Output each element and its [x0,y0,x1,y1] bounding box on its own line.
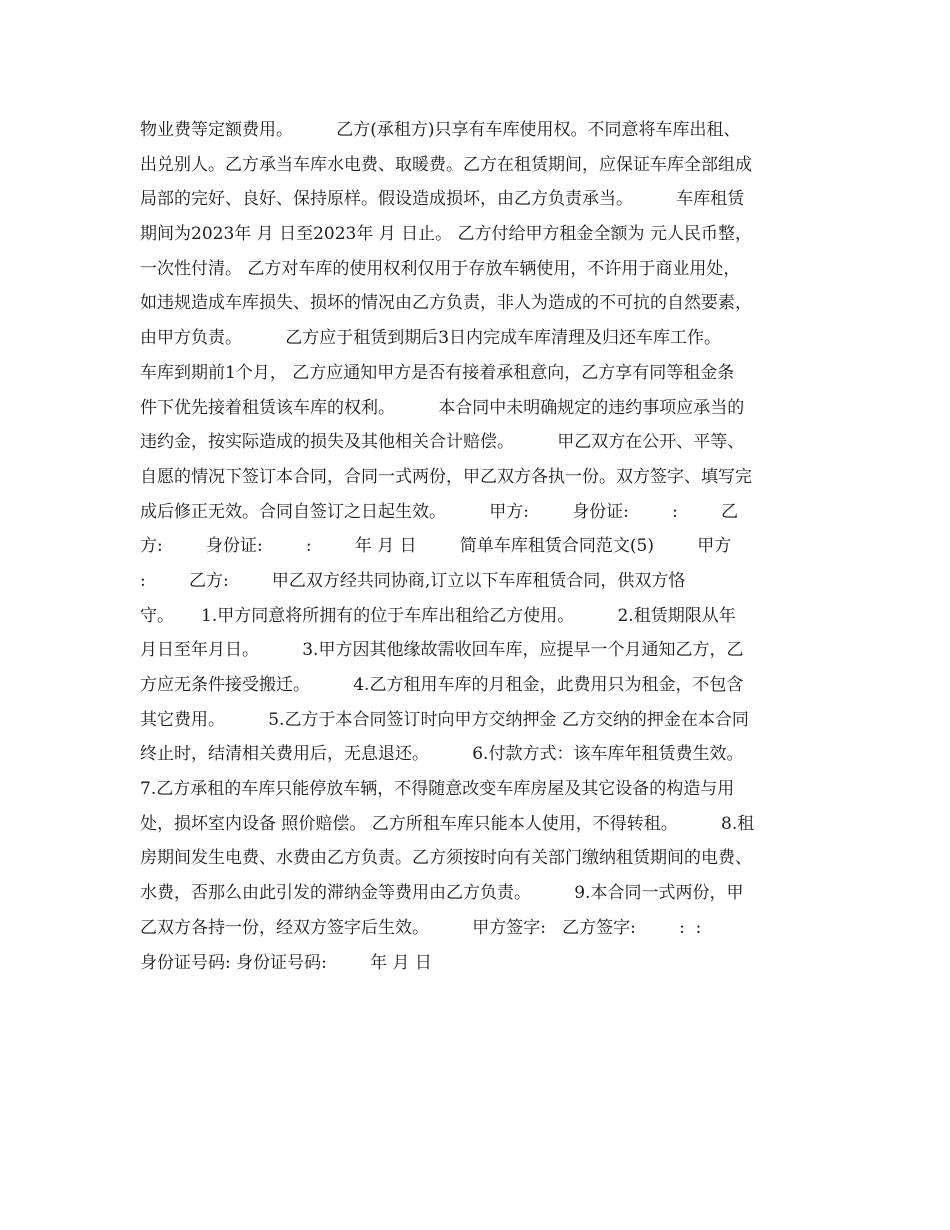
text-line: 方: 身份证: : 年 月 日 简单车库租赁合同范文(5) 甲方 [140,536,732,557]
text-line: 车库到期前1个月， 乙方应通知甲方是否有接着承租意向，乙方享有同等租金条 [140,362,735,383]
text-line: 出兑别人。乙方承当车库水电费、取暖费。乙方在租赁期间，应保证车库全部组成 [140,154,752,175]
text-line: 身份证号码: 身份证号码: 年 月 日 [140,952,432,973]
text-line: 局部的完好、良好、保持原样。假设造成损坏，由乙方负责承当。 车库租赁 [140,189,745,210]
text-line: 月日至年月日。 3.甲方因其他缘故需收回车库，应提早一个月通知乙方，乙 [140,640,744,661]
text-line: 违约金，按实际造成的损失及其他相关合计赔偿。 甲乙双方在公开、平等、 [140,432,745,453]
text-line: 如违规造成车库损失、损坏的情况由乙方负责，非人为造成的不可抗的自然要素， [140,293,752,314]
text-line: 7.乙方承租的车库只能停放车辆，不得随意改变车库房屋及其它设备的构造与用 [140,779,735,800]
text-line: 其它费用。 5.乙方于本合同签订时向甲方交纳押金 乙方交纳的押金在本合同 [140,709,749,730]
text-line: 自愿的情况下签订本合同，合同一式两份，甲乙双方各执一份。双方签字、填写完 [140,466,752,487]
text-line: 件下优先接着租赁该车库的权利。 本合同中未明确规定的违约事项应承当的 [140,397,745,418]
text-line: 处，损坏室内设备 照价赔偿。 乙方所租车库只能本人使用，不得转租。 8.租 [140,813,755,834]
text-line: 物业费等定额费用。 乙方(承租方)只享有车库使用权。不同意将车库出租、 [140,120,741,140]
text-line: 期间为2023年 月 日至2023年 月 日止。 乙方付给甲方租金全额为 元人民币整， [140,224,752,245]
text-line: 水费，否那么由此引发的滞纳金等费用由乙方负责。 9.本合同一式两份，甲 [140,883,744,904]
contract-text-body [140,113,820,980]
text-line: : 乙方: 甲乙双方经共同协商,订立以下车库租赁合同，供双方恪 [140,570,686,591]
text-line: 方应无条件接受搬迁。 4.乙方租用车库的月租金，此费用只为租金，不包含 [140,675,744,695]
text-line: 乙双方各持一份，经双方签字后生效。 甲方签字: 乙方签字: : : [140,917,702,938]
text-line: 一次性付清。 乙方对车库的使用权利仅用于存放车辆使用，不许用于商业用处， [140,258,741,279]
text-line: 房期间发生电费、水费由乙方负责。乙方须按时向有关部门缴纳租赁期间的电费、 [140,848,752,869]
text-line: 成后修正无效。合同自签订之日起生效。 甲方: 身份证: : 乙 [140,501,739,522]
text-line: 终止时，结清相关费用后，无息退还。 6.付款方式：该车库年租赁费生效。 [140,744,744,765]
text-line: 守。 1.甲方同意将所拥有的位于车库出租给乙方使用。 2.租赁期限从年 [140,605,736,626]
text-line: 由甲方负责。 乙方应于租赁到期后3日内完成车库清理及归还车库工作。 [140,328,722,349]
